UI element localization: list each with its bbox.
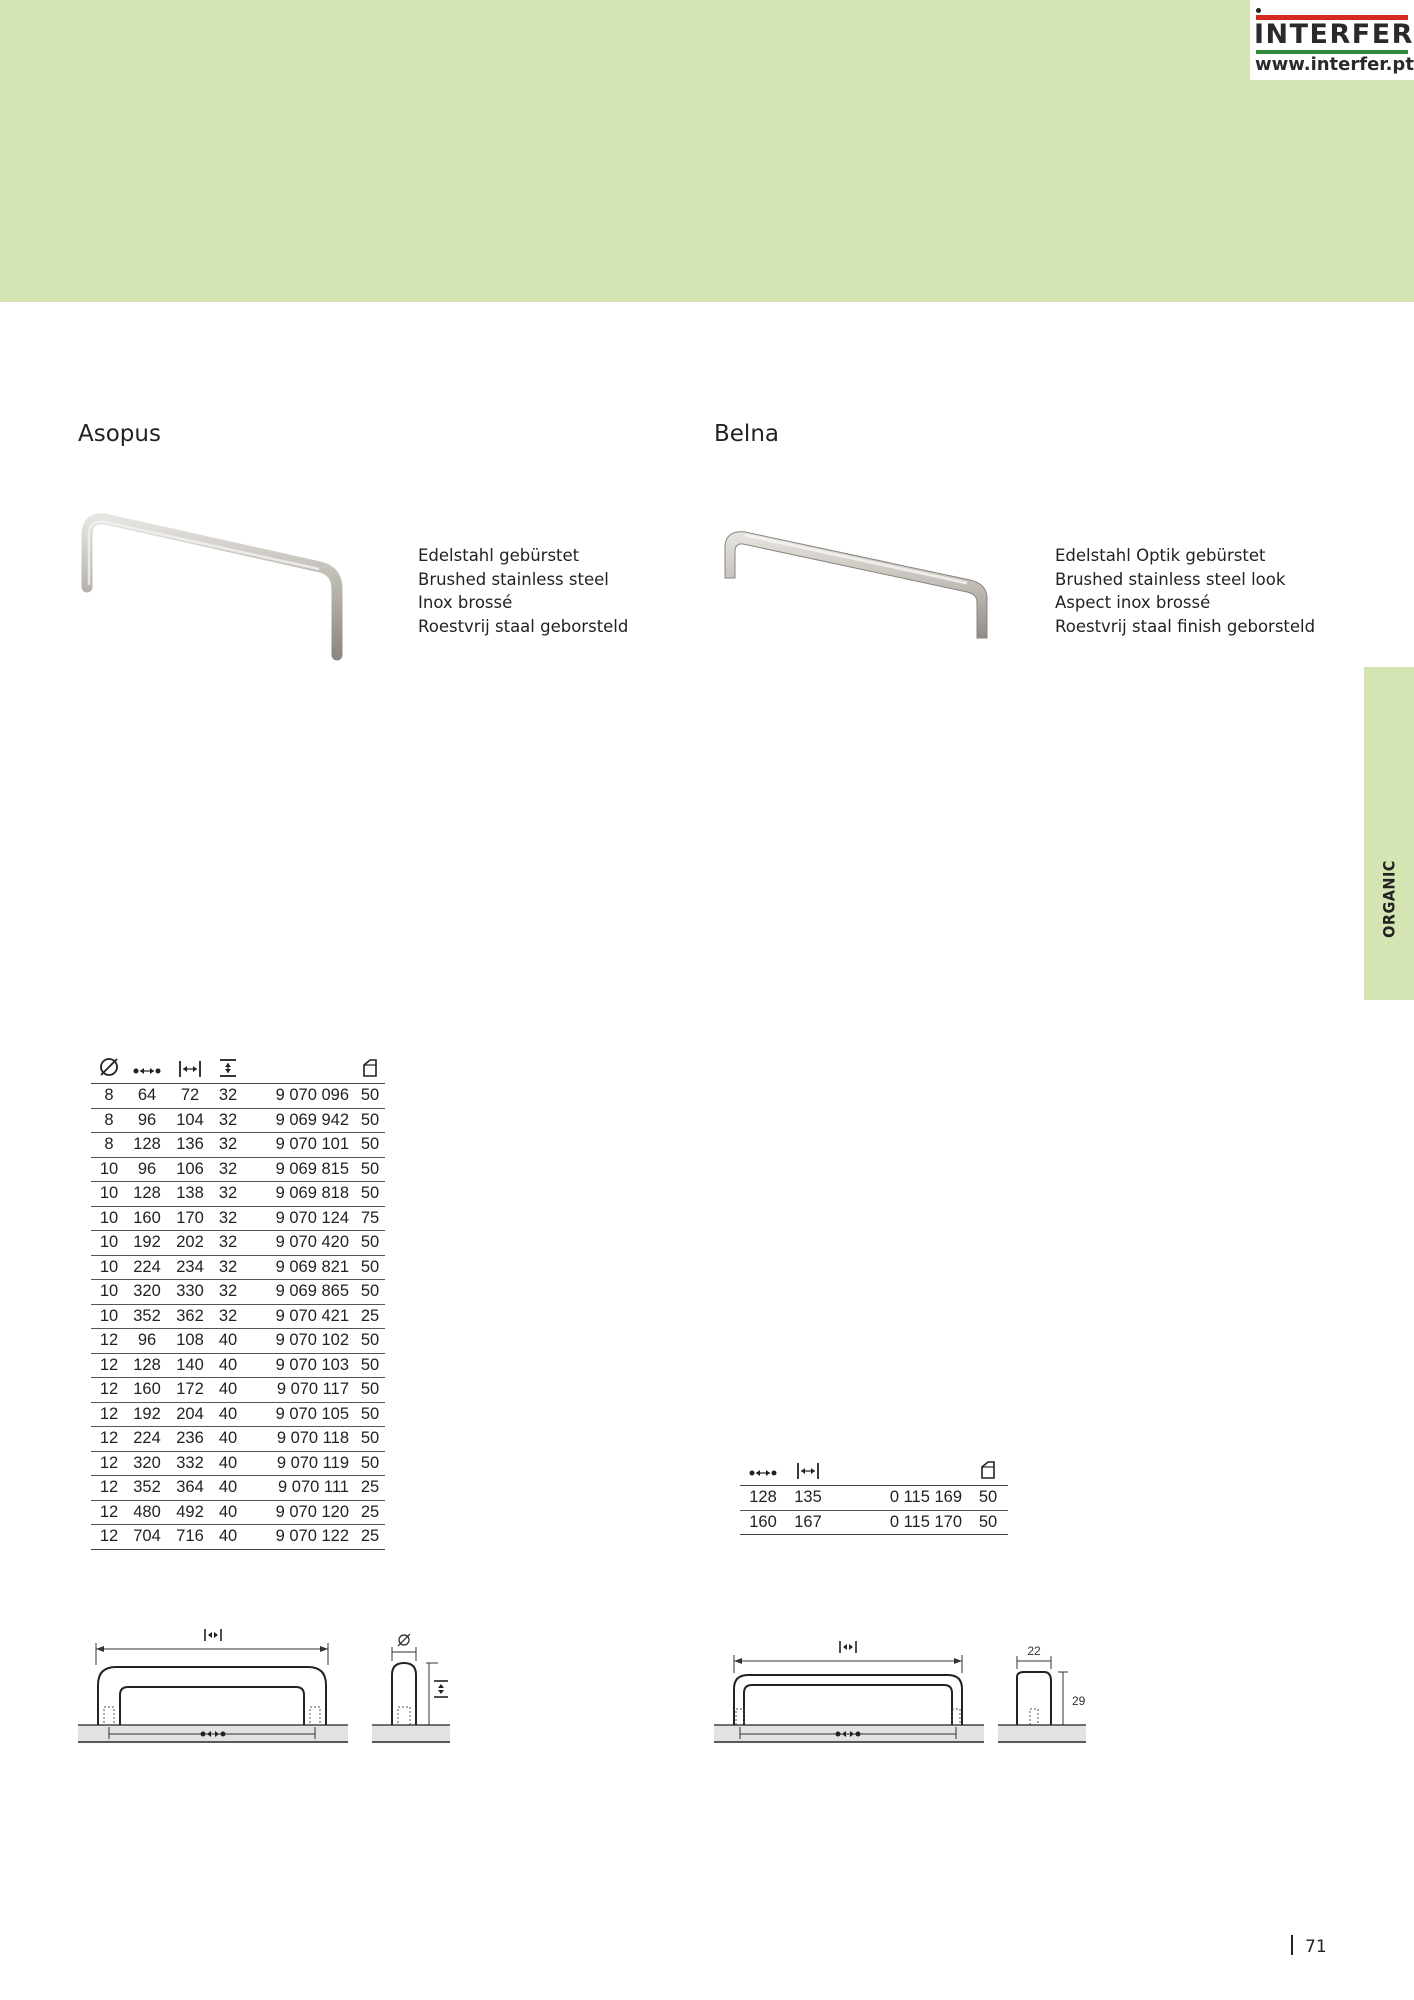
page-number-divider: [1291, 1935, 1293, 1955]
package-icon: [355, 1056, 385, 1084]
table-cell: 12: [91, 1353, 127, 1378]
table-cell: 40: [213, 1525, 243, 1550]
table-cell: 136: [167, 1133, 213, 1158]
table-cell: 167: [786, 1510, 830, 1535]
table-cell: 12: [91, 1378, 127, 1403]
table-cell: 716: [167, 1525, 213, 1550]
product-title-asopus: Asopus: [78, 421, 161, 447]
table-cell: 50: [968, 1486, 1008, 1511]
table-cell: 362: [167, 1304, 213, 1329]
table-cell: 320: [127, 1280, 167, 1305]
table-cell: 170: [167, 1206, 213, 1231]
table-cell: 40: [213, 1451, 243, 1476]
table-cell: 108: [167, 1329, 213, 1354]
table-row: [91, 1206, 385, 1231]
table-cell: 9 070 096: [243, 1084, 355, 1109]
table-cell: 50: [355, 1084, 385, 1109]
table-row: [91, 1476, 385, 1501]
table-cell: 32: [213, 1182, 243, 1207]
table-cell: 9 070 119: [243, 1451, 355, 1476]
table-cell: 12: [91, 1402, 127, 1427]
product-title-belna: Belna: [714, 421, 779, 447]
table-cell: 8: [91, 1084, 127, 1109]
table-cell: 40: [213, 1476, 243, 1501]
table-cell: 32: [213, 1231, 243, 1256]
asopus-spec-table: [91, 1056, 385, 1550]
table-cell: 160: [127, 1378, 167, 1403]
table-cell: 704: [127, 1525, 167, 1550]
table-cell: 50: [355, 1451, 385, 1476]
table-cell: 32: [213, 1133, 243, 1158]
description-line: Roestvrij staal finish geborsteld: [1055, 616, 1316, 636]
brand-logo[interactable]: [1250, 0, 1414, 80]
table-row: [91, 1084, 385, 1109]
table-cell: 9 070 103: [243, 1353, 355, 1378]
logo-dot: [1256, 8, 1261, 13]
side-tab-label: ORGANIC: [1379, 860, 1399, 938]
table-cell: 320: [127, 1451, 167, 1476]
table-cell: 96: [127, 1108, 167, 1133]
table-row: [91, 1231, 385, 1256]
table-cell: 332: [167, 1451, 213, 1476]
asopus-description: [418, 544, 628, 638]
table-cell: 40: [213, 1353, 243, 1378]
table-cell: 32: [213, 1280, 243, 1305]
table-cell: 50: [355, 1231, 385, 1256]
page-number: [1291, 1935, 1327, 1957]
table-cell: 128: [127, 1133, 167, 1158]
description-line: Inox brossé: [418, 593, 513, 612]
section-side-tab[interactable]: [1364, 667, 1414, 1000]
table-cell: 12: [91, 1525, 127, 1550]
table-cell: 9 069 942: [243, 1108, 355, 1133]
table-cell: 135: [786, 1486, 830, 1511]
table-cell: 9 070 111: [243, 1476, 355, 1501]
table-cell: 10: [91, 1157, 127, 1182]
asopus-handle-photo: [75, 505, 375, 665]
table-cell: 50: [355, 1427, 385, 1452]
table-cell: 492: [167, 1500, 213, 1525]
table-cell: 10: [91, 1280, 127, 1305]
table-cell: 8: [91, 1108, 127, 1133]
table-cell: 25: [355, 1476, 385, 1501]
table-row: [91, 1255, 385, 1280]
table-cell: 12: [91, 1427, 127, 1452]
table-cell: 10: [91, 1231, 127, 1256]
table-cell: 352: [127, 1304, 167, 1329]
table-cell: 160: [740, 1510, 786, 1535]
description-line: Edelstahl gebürstet: [418, 546, 580, 565]
table-cell: 12: [91, 1451, 127, 1476]
hole-spacing-icon: [740, 1458, 786, 1486]
table-row: [740, 1510, 1008, 1535]
table-row: [91, 1525, 385, 1550]
table-cell: 128: [127, 1182, 167, 1207]
table-cell: 9 070 124: [243, 1206, 355, 1231]
overall-length-icon: [786, 1458, 830, 1486]
table-cell: 12: [91, 1329, 127, 1354]
table-cell: 224: [127, 1255, 167, 1280]
table-cell: 330: [167, 1280, 213, 1305]
table-cell: 96: [127, 1329, 167, 1354]
logo-brand-text: INTERFER: [1254, 19, 1414, 50]
table-cell: 10: [91, 1304, 127, 1329]
table-cell: 25: [355, 1525, 385, 1550]
table-cell: 138: [167, 1182, 213, 1207]
belna-side-view: [998, 1644, 1086, 1742]
table-row: [91, 1108, 385, 1133]
overall-length-icon: [840, 1641, 856, 1653]
table-cell: 40: [213, 1427, 243, 1452]
table-row: [91, 1427, 385, 1452]
table-cell: 50: [355, 1378, 385, 1403]
table-cell: 50: [355, 1133, 385, 1158]
table-header-row: [740, 1458, 1008, 1486]
belna-handle-photo: [715, 520, 1015, 650]
table-cell: 128: [740, 1486, 786, 1511]
overall-length-icon: [205, 1629, 221, 1641]
table-cell: 9 070 120: [243, 1500, 355, 1525]
diameter-icon: [398, 1634, 410, 1646]
table-cell: 192: [127, 1231, 167, 1256]
table-cell: 480: [127, 1500, 167, 1525]
overall-length-icon: [167, 1056, 213, 1084]
table-cell: 50: [355, 1353, 385, 1378]
package-icon: [968, 1458, 1008, 1486]
table-cell: 50: [355, 1402, 385, 1427]
table-cell: 50: [355, 1255, 385, 1280]
table-row: [91, 1182, 385, 1207]
table-cell: 40: [213, 1378, 243, 1403]
table-cell: 50: [968, 1510, 1008, 1535]
table-cell: 106: [167, 1157, 213, 1182]
table-row: [91, 1133, 385, 1158]
table-cell: 9 070 117: [243, 1378, 355, 1403]
table-cell: 50: [355, 1182, 385, 1207]
table-cell: 50: [355, 1280, 385, 1305]
table-cell: 9 070 122: [243, 1525, 355, 1550]
table-header-row: [91, 1056, 385, 1084]
table-cell: 10: [91, 1206, 127, 1231]
table-cell: 10: [91, 1255, 127, 1280]
table-cell: 40: [213, 1402, 243, 1427]
description-line: Roestvrij staal geborsteld: [418, 616, 629, 636]
table-cell: 9 070 421: [243, 1304, 355, 1329]
logo-url[interactable]: www.interfer.pt: [1255, 54, 1414, 75]
table-cell: 50: [355, 1108, 385, 1133]
asopus-side-view: [372, 1634, 450, 1742]
table-cell: 12: [91, 1500, 127, 1525]
table-cell: 9 070 118: [243, 1427, 355, 1452]
table-row: [91, 1157, 385, 1182]
table-cell: 192: [127, 1402, 167, 1427]
table-cell: 8: [91, 1133, 127, 1158]
table-cell: 0 115 170: [830, 1510, 968, 1535]
width-dimension-label: 22: [1027, 1644, 1041, 1658]
table-row: [91, 1353, 385, 1378]
table-cell: 9 070 102: [243, 1329, 355, 1354]
table-cell: 160: [127, 1206, 167, 1231]
table-cell: 64: [127, 1084, 167, 1109]
table-cell: 224: [127, 1427, 167, 1452]
table-cell: 234: [167, 1255, 213, 1280]
page-number-value: 71: [1305, 1937, 1327, 1957]
table-cell: 32: [213, 1157, 243, 1182]
table-row: [91, 1280, 385, 1305]
table-cell: 104: [167, 1108, 213, 1133]
table-cell: 128: [127, 1353, 167, 1378]
table-cell: 9 069 865: [243, 1280, 355, 1305]
table-cell: 32: [213, 1255, 243, 1280]
diameter-icon: [91, 1056, 127, 1084]
table-cell: 364: [167, 1476, 213, 1501]
table-cell: 32: [213, 1304, 243, 1329]
description-line: Edelstahl Optik gebürstet: [1055, 546, 1266, 565]
table-row: [91, 1329, 385, 1354]
table-cell: 32: [213, 1084, 243, 1109]
article-number-header: [243, 1056, 355, 1084]
table-cell: 9 070 420: [243, 1231, 355, 1256]
table-cell: 32: [213, 1206, 243, 1231]
table-cell: 0 115 169: [830, 1486, 968, 1511]
description-line: Brushed stainless steel look: [1055, 569, 1286, 589]
height-icon: [213, 1056, 243, 1084]
table-cell: 9 070 101: [243, 1133, 355, 1158]
table-cell: 50: [355, 1157, 385, 1182]
table-cell: 172: [167, 1378, 213, 1403]
table-row: [91, 1378, 385, 1403]
table-cell: 12: [91, 1476, 127, 1501]
description-line: Aspect inox brossé: [1055, 593, 1211, 612]
hole-spacing-icon: [127, 1056, 167, 1084]
table-cell: 236: [167, 1427, 213, 1452]
table-cell: 32: [213, 1108, 243, 1133]
table-cell: 50: [355, 1329, 385, 1354]
table-cell: 10: [91, 1182, 127, 1207]
table-cell: 9 069 821: [243, 1255, 355, 1280]
belna-spec-table: [740, 1458, 1008, 1535]
table-cell: 9 070 105: [243, 1402, 355, 1427]
table-cell: 25: [355, 1304, 385, 1329]
table-cell: 9 069 818: [243, 1182, 355, 1207]
belna-description: [1055, 544, 1315, 638]
asopus-technical-drawing: [76, 1625, 456, 1750]
table-cell: 202: [167, 1231, 213, 1256]
table-cell: 75: [355, 1206, 385, 1231]
table-cell: 25: [355, 1500, 385, 1525]
description-line: Brushed stainless steel: [418, 569, 609, 589]
table-row: [91, 1500, 385, 1525]
table-row: [91, 1402, 385, 1427]
table-row: [740, 1486, 1008, 1511]
article-number-header: [830, 1458, 968, 1486]
table-cell: 96: [127, 1157, 167, 1182]
table-cell: 204: [167, 1402, 213, 1427]
table-row: [91, 1451, 385, 1476]
table-cell: 140: [167, 1353, 213, 1378]
header-banner: [0, 0, 1414, 302]
table-row: [91, 1304, 385, 1329]
table-cell: 352: [127, 1476, 167, 1501]
table-cell: 72: [167, 1084, 213, 1109]
table-cell: 40: [213, 1500, 243, 1525]
belna-technical-drawing: [712, 1625, 1092, 1750]
height-dimension-label: 29: [1072, 1694, 1086, 1708]
table-cell: 9 069 815: [243, 1157, 355, 1182]
table-cell: 40: [213, 1329, 243, 1354]
